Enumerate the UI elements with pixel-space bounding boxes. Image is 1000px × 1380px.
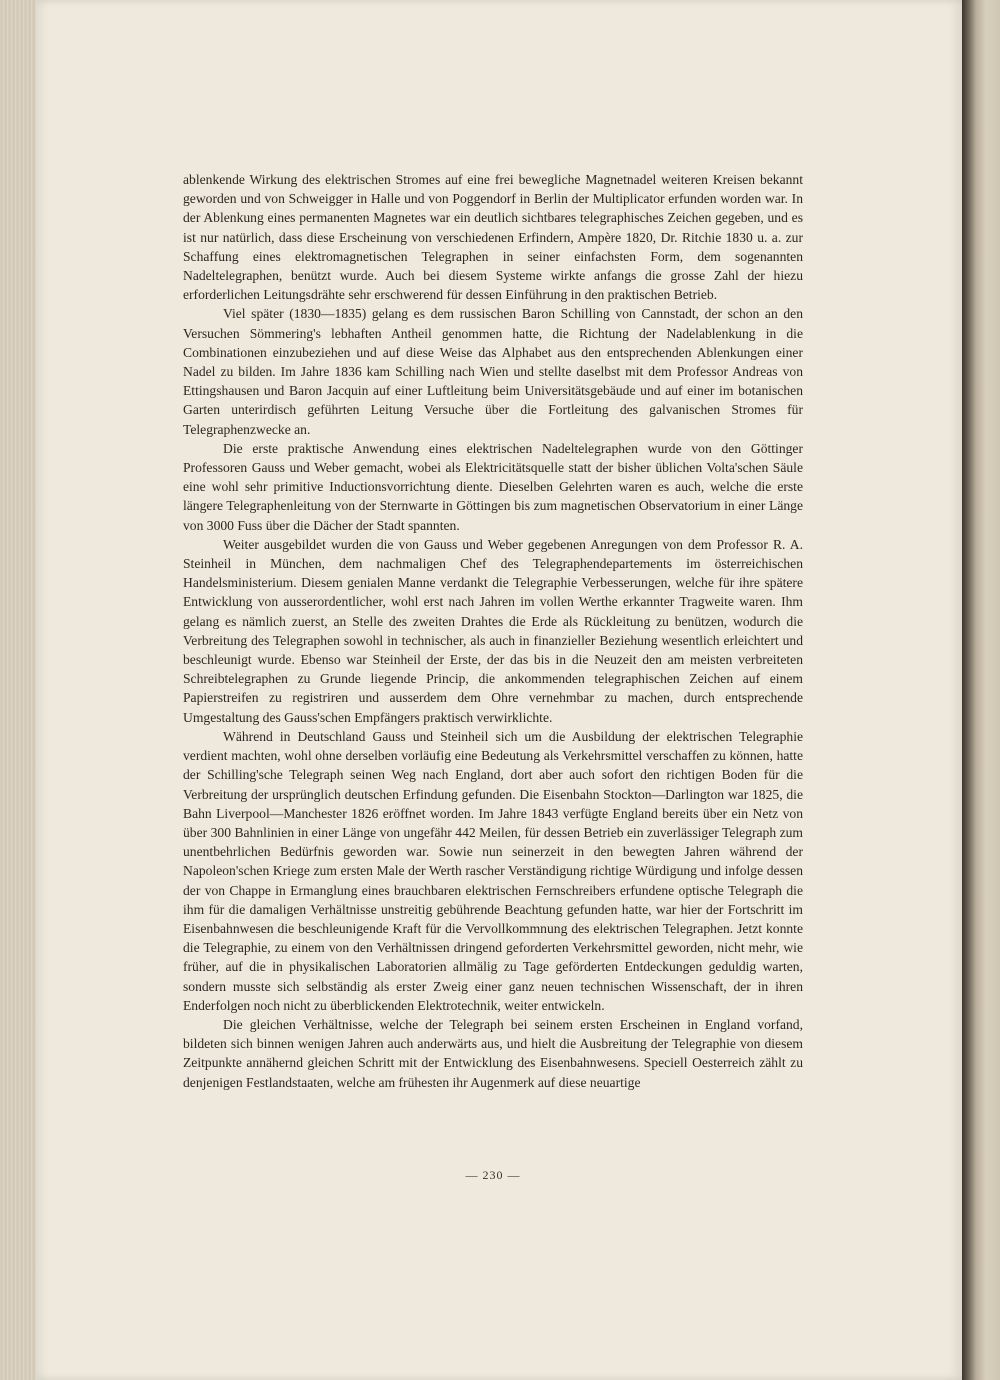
page-edge-left <box>0 0 37 1380</box>
book-gutter <box>962 0 1000 1380</box>
page-number: — 230 — <box>465 1168 521 1182</box>
paragraph-4: Weiter ausgebildet wurden die von Gauss und Weber gegebenen Anregungen von dem Professor R. A. Steinheil in München, dem nachmaligen Chef des Telegraphendepartements im österreichischen Handelsministerium. Diesem genialen Manne verdankt die Telegraphie Verbesserungen, welche für ihre spätere Entwicklung von ausserordentlicher, wohl erst nach Jahren im vollen Werthe erkannter Tragweite waren. Ihm gelang es nämlich zuerst, an Stelle des zweiten Drahtes die Erde als Rückleitung zu benützen, wodurch die Verbreitung des Telegraphen sowohl in technischer, als auch in finanzieller Beziehung wesentlich erleichtert und beschleunigt wurde. Ebenso war Steinheil der Erste, der das bis in die Neuzeit den am meisten verbreiteten Schreibtelegraphen zu Grunde liegende Princip, die ankommenden telegraphischen Zeichen auf einem Papierstreifen zu registriren und ausserdem dem Ohre vernehmbar zu machen, durch entsprechende Umgestaltung des Gauss'schen Empfängers praktisch verwirklichte. <box>183 536 803 725</box>
paragraph-3: Die erste praktische Anwendung eines elektrischen Nadeltelegraphen wurde von den Göttinger Professoren Gauss und Weber gemacht, wobei als Elektricitätsquelle statt der bisher üblichen Volta'schen Säule eine wohl sehr primitive Inductionsvorrichtung diente. Dieselben Gelehrten waren es auch, welche die erste längere Telegraphenleitung von der Sternwarte in Göttingen bis zum magnetischen Observatorium in einer Länge von 3000 Fuss über die Dächer der Stadt spannten. <box>183 440 803 533</box>
paragraph-5: Während in Deutschland Gauss und Steinheil sich um die Ausbildung der elektrischen Telegraphie verdient machten, wohl ohne derselben vorläufig eine Bedeutung als Verkehrsmittel verschaffen zu können, hatte der Schilling'sche Telegraph seinen Weg nach England, dort aber auch sofort den richtigen Boden für die Verbreitung der ursprünglich deutschen Erfindung gefunden. Die Eisenbahn Stockton—Darlington war 1825, die Bahn Liverpool—Manchester 1826 eröffnet worden. Im Jahre 1843 verfügte England bereits über ein Netz von über 300 Bahnlinien in einer Länge von ungefähr 442 Meilen, für dessen Betrieb ein zuverlässiger Telegraph zum unentbehrlichen Bedürfnis geworden war. Sowie nun seinerzeit in den bewegten Jahren während der Napoleon'schen Kriege zum ersten Male der Werth rascher Verständigung richtige Würdigung und infolge dessen der von Chappe in Ermanglung eines brauchbaren elektrischen Fernschreibers erfundene optische Telegraph die ihm für die damaligen Verhältnisse unstreitig gebührende Beachtung gefunden hatte, war hier der Fortschritt im Eisenbahnwesen die beschleunigende Kraft für die Vervollkommnung des elektrischen Telegraphen. Jetzt konnte die Telegraphie, zu einem von den Verhältnissen dringend geforderten Verkehrsmittel geworden, nicht mehr, wie früher, auf die in physikalischen Laboratorien allmälig zu Tage geförderten Entdeckungen geduldig warten, sondern musste sich selbständig als erster Zweig einer ganz neuen technischen Wissenschaft, der in ihren Enderfolgen noch nicht zu überblickenden Elektrotechnik, weiter entwickeln. <box>183 728 803 1013</box>
body-text <box>183 170 803 1092</box>
paragraph-2: Viel später (1830—1835) gelang es dem russischen Baron Schilling von Cannstadt, der schon an den Versuchen Sömmering's lebhaften Antheil genommen hatte, die Richtung der Nadelablenkung in die Combinationen einzubeziehen und auf diese Weise das Alphabet aus den entsprechenden Ablenkungen einer Nadel zu bilden. Im Jahre 1836 kam Schilling nach Wien und stellte daselbst mit dem Professor Andreas von Ettingshausen und Baron Jacquin auf einer Luftleitung beim Universitätsgebäude und auf einer im botanischen Garten unterirdisch geführten Leitung Versuche über die Fortleitung des galvanischen Stromes für Telegraphenzwecke an. <box>183 306 803 437</box>
paragraph-1: ablenkende Wirkung des elektrischen Stromes auf eine frei bewegliche Magnetnadel weiteren Kreisen bekannt geworden und von Schweigger in Halle und von Poggendorf in Berlin der Multiplicator erfunden worden war. In der Ablenkung eines permanenten Magnetes war ein deutlich sichtbares telegraphisches Zeichen gegeben, und es ist nur natürlich, dass diese Erscheinung von verschiedenen Erfindern, Ampère 1820, Dr. Ritchie 1830 u. a. zur Schaffung eines elektromagnetischen Telegraphen in seiner einfachsten Form, dem sogenannten Nadeltelegraphen, benützt wurde. Auch bei diesem Systeme wirkte anfangs die grosse Zahl der hiezu erforderlichen Leitungsdrähte sehr erschwerend für dessen Einführung in den praktischen Betrieb. <box>183 172 803 303</box>
paragraph-6: Die gleichen Verhältnisse, welche der Telegraph bei seinem ersten Erscheinen in England vorfand, bildeten sich binnen wenigen Jahren auch anderwärts aus, und hielt die Ausbreitung der Telegraphie von diesem Zeitpunkte annähernd gleichen Schritt mit der Entwicklung des Eisenbahnwesens. Speciell Oesterreich zählt zu denjenigen Festlandstaaten, welche am frühesten ihr Augenmerk auf diese neuartige <box>183 1016 803 1090</box>
